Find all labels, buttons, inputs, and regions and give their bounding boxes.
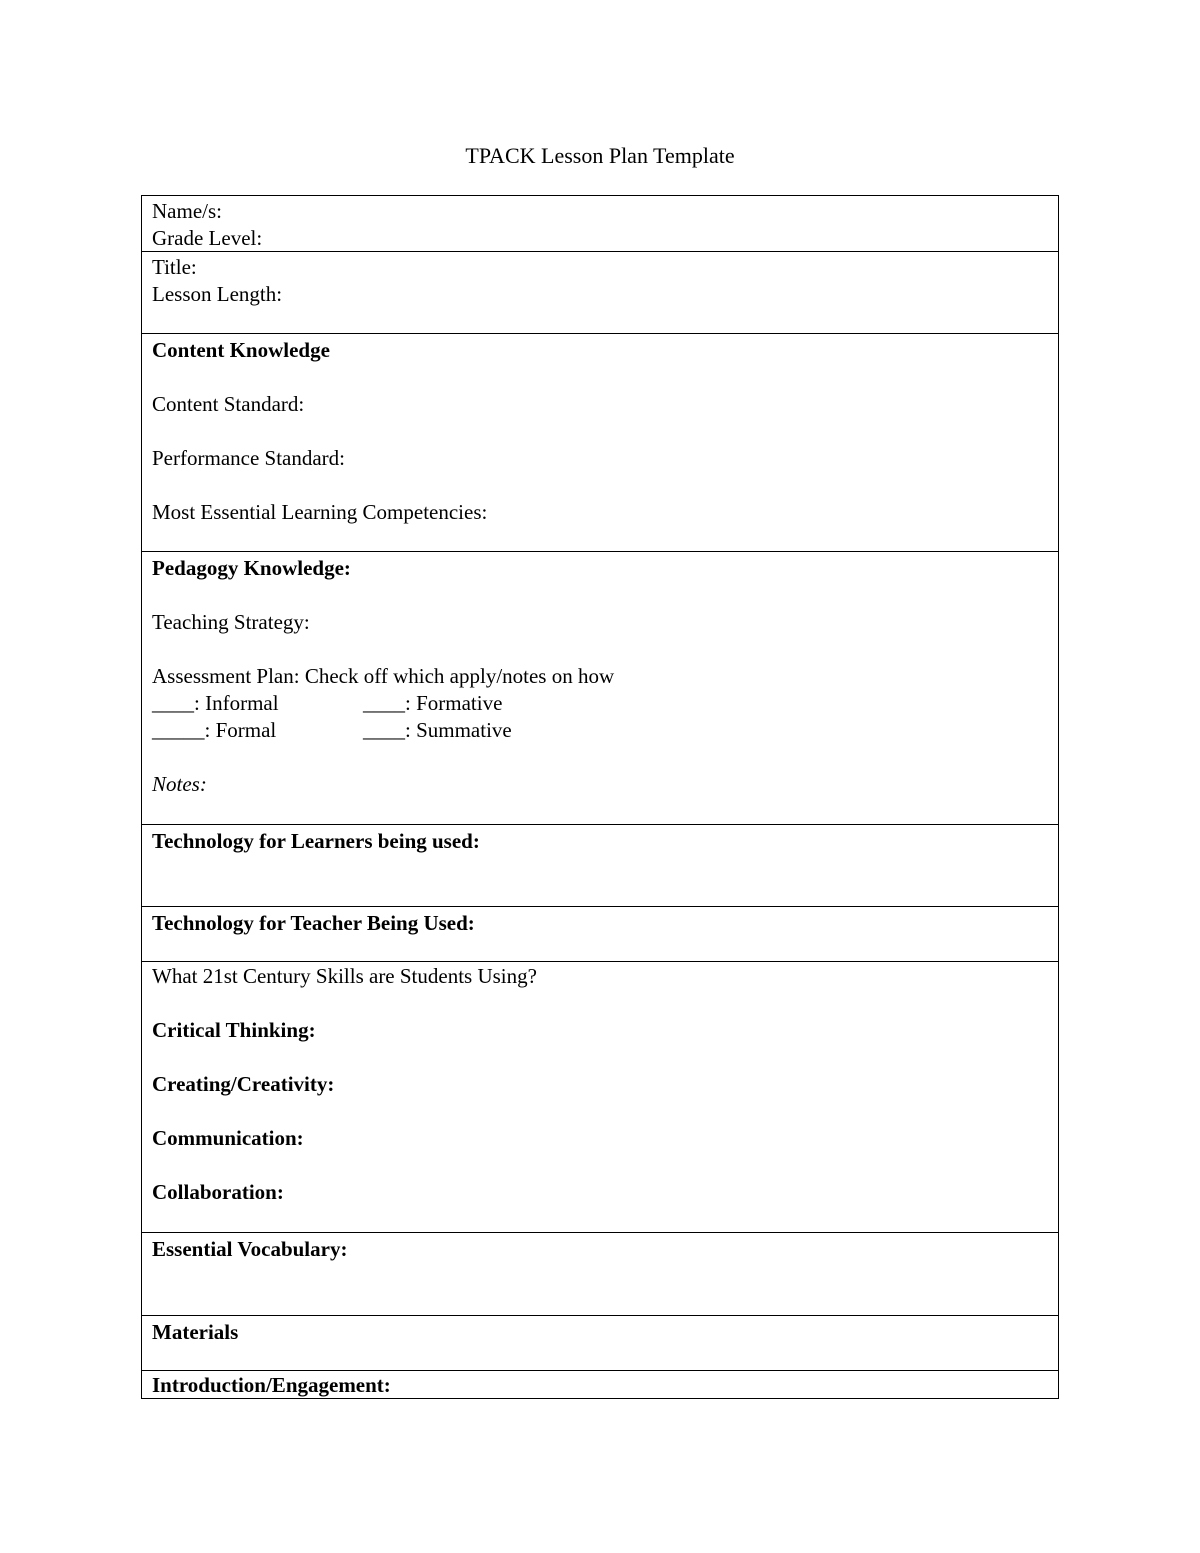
row-tech-teacher[interactable]	[142, 907, 1058, 962]
skills-question: What 21st Century Skills are Students Using?	[152, 964, 537, 988]
row-introduction[interactable]	[142, 1371, 1058, 1399]
row-vocabulary[interactable]	[142, 1233, 1058, 1316]
pedagogy-knowledge-heading: Pedagogy Knowledge:	[152, 556, 351, 580]
performance-standard-label: Performance Standard:	[152, 446, 346, 470]
row-materials[interactable]	[142, 1316, 1058, 1371]
tech-teacher-heading: Technology for Teacher Being Used:	[152, 911, 475, 935]
title-label: Title:	[152, 255, 197, 279]
page-title: TPACK Lesson Plan Template	[465, 143, 735, 168]
informal-check[interactable]: ____: Informal	[152, 691, 279, 715]
content-standard-label: Content Standard:	[152, 392, 305, 416]
notes-label: Notes:	[152, 772, 207, 796]
critical-thinking-label: Critical Thinking:	[152, 1018, 316, 1042]
row-title[interactable]	[142, 252, 1058, 334]
introduction-heading: Introduction/Engagement:	[152, 1373, 391, 1397]
vocabulary-heading: Essential Vocabulary:	[152, 1237, 348, 1261]
creativity-label: Creating/Creativity:	[152, 1072, 335, 1096]
row-pedagogy-knowledge[interactable]	[142, 552, 1058, 825]
grade-level-label: Grade Level:	[152, 226, 263, 250]
names-label: Name/s:	[152, 199, 222, 223]
communication-label: Communication:	[152, 1126, 304, 1150]
row-names[interactable]	[142, 196, 1058, 252]
row-21st-century-skills[interactable]	[142, 962, 1058, 1233]
collaboration-label: Collaboration:	[152, 1180, 284, 1204]
teaching-strategy-label: Teaching Strategy:	[152, 610, 310, 634]
row-tech-learners[interactable]	[142, 825, 1058, 907]
row-content-knowledge[interactable]	[142, 334, 1058, 552]
materials-heading: Materials	[152, 1320, 239, 1344]
tech-learners-heading: Technology for Learners being used:	[152, 829, 480, 853]
summative-check[interactable]: ____: Summative	[363, 718, 512, 742]
competencies-label: Most Essential Learning Competencies:	[152, 500, 488, 524]
formative-check[interactable]: ____: Formative	[363, 691, 503, 715]
assessment-plan-label: Assessment Plan: Check off which apply/notes on how	[152, 664, 615, 688]
formal-check[interactable]: _____: Formal	[152, 718, 277, 742]
lesson-plan-table	[141, 195, 1059, 1399]
lesson-length-label: Lesson Length:	[152, 282, 283, 306]
content-knowledge-heading: Content Knowledge	[152, 338, 330, 362]
